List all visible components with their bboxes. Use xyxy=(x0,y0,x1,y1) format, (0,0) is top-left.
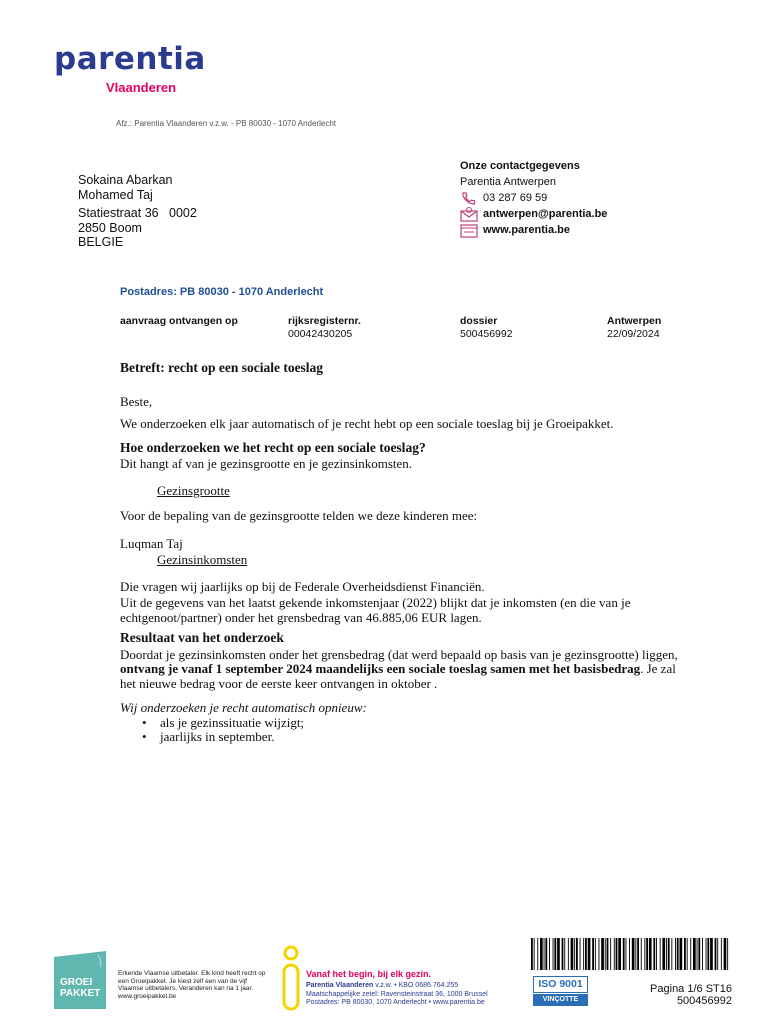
barcode-bar xyxy=(576,938,578,970)
meta-received xyxy=(120,315,238,328)
barcode-bar xyxy=(588,938,591,970)
contact-block xyxy=(460,158,607,238)
address-line: BELGIE xyxy=(78,235,124,249)
barcode-bar xyxy=(707,938,709,970)
dossier-label: dossier xyxy=(460,315,498,327)
contact-heading: Onze contactgegevens xyxy=(460,160,580,172)
page-dossier: 500456992 xyxy=(676,995,732,1007)
contact-office: Parentia Antwerpen xyxy=(460,176,557,188)
barcode-bar xyxy=(684,938,686,970)
barcode-bar xyxy=(568,938,569,970)
subheading-size: Gezinsgrootte xyxy=(157,482,230,498)
rr-value: 00042430205 xyxy=(288,328,353,340)
letter-body xyxy=(120,361,690,745)
barcode-bar xyxy=(656,938,657,970)
barcode-bar xyxy=(531,938,533,970)
barcode-bar xyxy=(618,938,621,970)
barcode-bar xyxy=(666,938,667,970)
bullet-text: als je gezinssituatie wijzigt; xyxy=(160,714,305,730)
barcode-bar xyxy=(595,938,596,970)
rr-label: rijksregisternr. xyxy=(288,315,361,327)
barcode-bar xyxy=(629,938,630,970)
dossier-value: 500456992 xyxy=(460,328,513,340)
address-line: Statiestraat 36 0002 xyxy=(78,206,197,220)
result-text xyxy=(120,648,690,692)
received-label: aanvraag ontvangen op xyxy=(120,315,238,327)
barcode-bar xyxy=(564,938,565,970)
barcode-bar xyxy=(641,938,642,970)
barcode-bar xyxy=(724,938,727,970)
org-kbo: v.z.w. • KBO 0686.764.255 xyxy=(373,982,459,989)
barcode xyxy=(531,938,731,970)
barcode-bar xyxy=(616,938,618,970)
meta-date xyxy=(607,315,661,341)
depends-text: Dit hangt af van je gezinsgrootte en je gezinsinkomsten. xyxy=(120,456,413,471)
barcode-bar xyxy=(607,938,609,970)
logo-subtitle: Vlaanderen xyxy=(106,80,177,95)
barcode-bar xyxy=(644,938,645,970)
reexamine-text: Wij onderzoeken je recht automatisch opnieuw: xyxy=(120,700,367,715)
barcode-bar xyxy=(554,938,556,970)
org-seat: Maatschappelijke zetel: Ravensteinstraat 36, 1000 Brussel xyxy=(306,990,488,998)
iso-text: ISO 9001 xyxy=(533,976,588,993)
list-item: • als je gezinssituatie wijzigt; xyxy=(142,714,305,730)
heading-how: Hoe onderzoeken we het recht op een sociale toeslag? xyxy=(120,439,426,455)
contact-phone: 03 287 69 59 xyxy=(483,192,548,204)
barcode-bar xyxy=(698,938,700,970)
contact-email[interactable]: antwerpen@parentia.be xyxy=(483,208,608,220)
letter-intro: We onderzoeken elk jaar automatisch of je recht hebt op een sociale toeslag bij je Groeipakket. xyxy=(120,416,614,431)
recipient-address xyxy=(78,173,197,250)
mail-icon xyxy=(460,207,478,222)
place-label: Antwerpen xyxy=(607,315,662,327)
result-part-a: Doordat je gezinsinkomsten onder het grensbedrag (dat werd bepaald op basis van je gezinsgrootte) liggen, xyxy=(120,646,678,662)
size-text: Voor de bepaling van de gezinsgrootte telden we deze kinderen mee: xyxy=(120,508,478,523)
barcode-bar xyxy=(637,938,639,970)
result-part-bold: ontvang je vanaf 1 september 2024 maandelijks een sociale toeslag samen met het basisbedrag xyxy=(120,661,641,676)
barcode-bar xyxy=(549,938,550,970)
web-icon xyxy=(460,223,478,238)
barcode-bar xyxy=(537,938,538,970)
income-text-2: Uit de gegevens van het laatst gekende inkomstenjaar (2022) blijkt dat je inkomsten (en die van je echtgenoot/partner) onder het grensbedrag van 46.885,06 EUR lagen. xyxy=(120,595,631,625)
page-info xyxy=(640,983,732,1007)
barcode-bar xyxy=(545,938,547,970)
barcode-bar xyxy=(610,938,611,970)
meta-rr xyxy=(288,315,361,341)
footer-slogan: Vanaf het begin, bij elk gezin. xyxy=(306,969,432,979)
parentia-i-icon xyxy=(281,945,301,1011)
barcode-bar xyxy=(632,938,635,970)
barcode-bar xyxy=(605,938,606,970)
contact-email-row xyxy=(460,206,607,222)
barcode-bar xyxy=(671,938,672,970)
barcode-bar xyxy=(585,938,587,970)
barcode-bar xyxy=(702,938,703,970)
barcode-bar xyxy=(635,938,636,970)
bullet-text: jaarlijks in september. xyxy=(160,729,275,744)
result-part-c: . Je zal het nieuwe bedrag voor de eerste keer ontvangen in oktober . xyxy=(120,661,676,691)
barcode-bar xyxy=(534,938,535,970)
list-item: • jaarlijks in september. xyxy=(142,729,275,744)
iso-badge xyxy=(533,976,588,1006)
barcode-bar xyxy=(687,938,688,970)
contact-phone-row xyxy=(460,190,607,206)
barcode-bar xyxy=(706,938,707,970)
parentia-logo: parentia xyxy=(54,41,206,77)
meta-dossier xyxy=(460,315,513,341)
postal-address: Postadres: PB 80030 - 1070 Anderlecht xyxy=(120,286,324,298)
barcode-bar xyxy=(690,938,691,970)
org-postal: Postadres: PB 80030, 1070 Anderlecht • www.parentia.be xyxy=(306,999,485,1006)
address-line: Sokaina Abarkan xyxy=(78,173,173,187)
barcode-bar xyxy=(727,938,728,970)
date-value: 22/09/2024 xyxy=(607,328,660,340)
barcode-bar xyxy=(562,938,564,970)
address-line: Mohamed Taj xyxy=(78,187,153,202)
groeipakket-logo xyxy=(54,951,110,1009)
income-text-1: Die vragen wij jaarlijks op bij de Federale Overheidsdienst Financiën. xyxy=(120,578,485,594)
barcode-bar xyxy=(601,938,604,970)
barcode-bar xyxy=(717,938,718,970)
heading-result: Resultaat van het onderzoek xyxy=(120,630,284,645)
barcode-bar xyxy=(571,938,574,970)
barcode-bar xyxy=(626,938,627,970)
iso-sub: VINÇOTTE xyxy=(533,994,588,1006)
address-line: 2850 Boom xyxy=(78,220,142,235)
groei-line: GROEI xyxy=(60,977,93,988)
barcode-bar xyxy=(677,938,679,970)
contact-web-row xyxy=(460,222,607,238)
child-name: Luqman Taj xyxy=(120,535,183,551)
barcode-bar xyxy=(660,938,661,970)
barcode-bar xyxy=(557,938,560,970)
page-number: Pagina 1/6 ST16 xyxy=(650,983,732,995)
groei-line: PAKKET xyxy=(60,988,101,999)
barcode-bar xyxy=(668,938,670,970)
letter-subject: Betreft: recht op een sociale toeslag xyxy=(120,360,324,375)
groeipakket-text: Erkende Vlaamse uitbetaler. Elk kind heeft recht op een Groeipakket. Je kiest zelf een van de vijf Vlaamse uitbetalers. Veranderen kan na 1 jaar. www.groeipakket.be xyxy=(118,970,266,1000)
barcode-bar xyxy=(599,938,600,970)
barcode-bar xyxy=(697,938,698,970)
letter-greeting: Beste, xyxy=(120,393,153,409)
barcode-bar xyxy=(553,938,554,970)
phone-icon xyxy=(460,191,478,206)
barcode-bar xyxy=(662,938,665,970)
barcode-bar xyxy=(721,938,722,970)
barcode-bar xyxy=(649,938,652,970)
contact-web[interactable]: www.parentia.be xyxy=(483,224,571,236)
barcode-bar xyxy=(710,938,713,970)
barcode-bar xyxy=(540,938,543,970)
barcode-bar xyxy=(580,938,581,970)
subheading-income: Gezinsinkomsten xyxy=(157,552,248,567)
barcode-bar xyxy=(646,938,648,970)
barcode-bar xyxy=(614,938,615,970)
sender-line: Afz.: Parentia Vlaanderen v.z.w. - PB 80030 - 1070 Anderlecht xyxy=(116,119,336,128)
barcode-bar xyxy=(715,938,717,970)
org-name: Parentia Vlaanderen xyxy=(306,982,374,989)
barcode-bar xyxy=(693,938,696,970)
barcode-bar xyxy=(544,938,545,970)
barcode-bar xyxy=(680,938,683,970)
barcode-bar xyxy=(653,938,655,970)
barcode-bar xyxy=(623,938,625,970)
barcode-bar xyxy=(592,938,594,970)
barcode-bar xyxy=(675,938,676,970)
barcode-bar xyxy=(574,938,575,970)
footer-org-info xyxy=(306,982,488,1008)
barcode-bar xyxy=(583,938,584,970)
